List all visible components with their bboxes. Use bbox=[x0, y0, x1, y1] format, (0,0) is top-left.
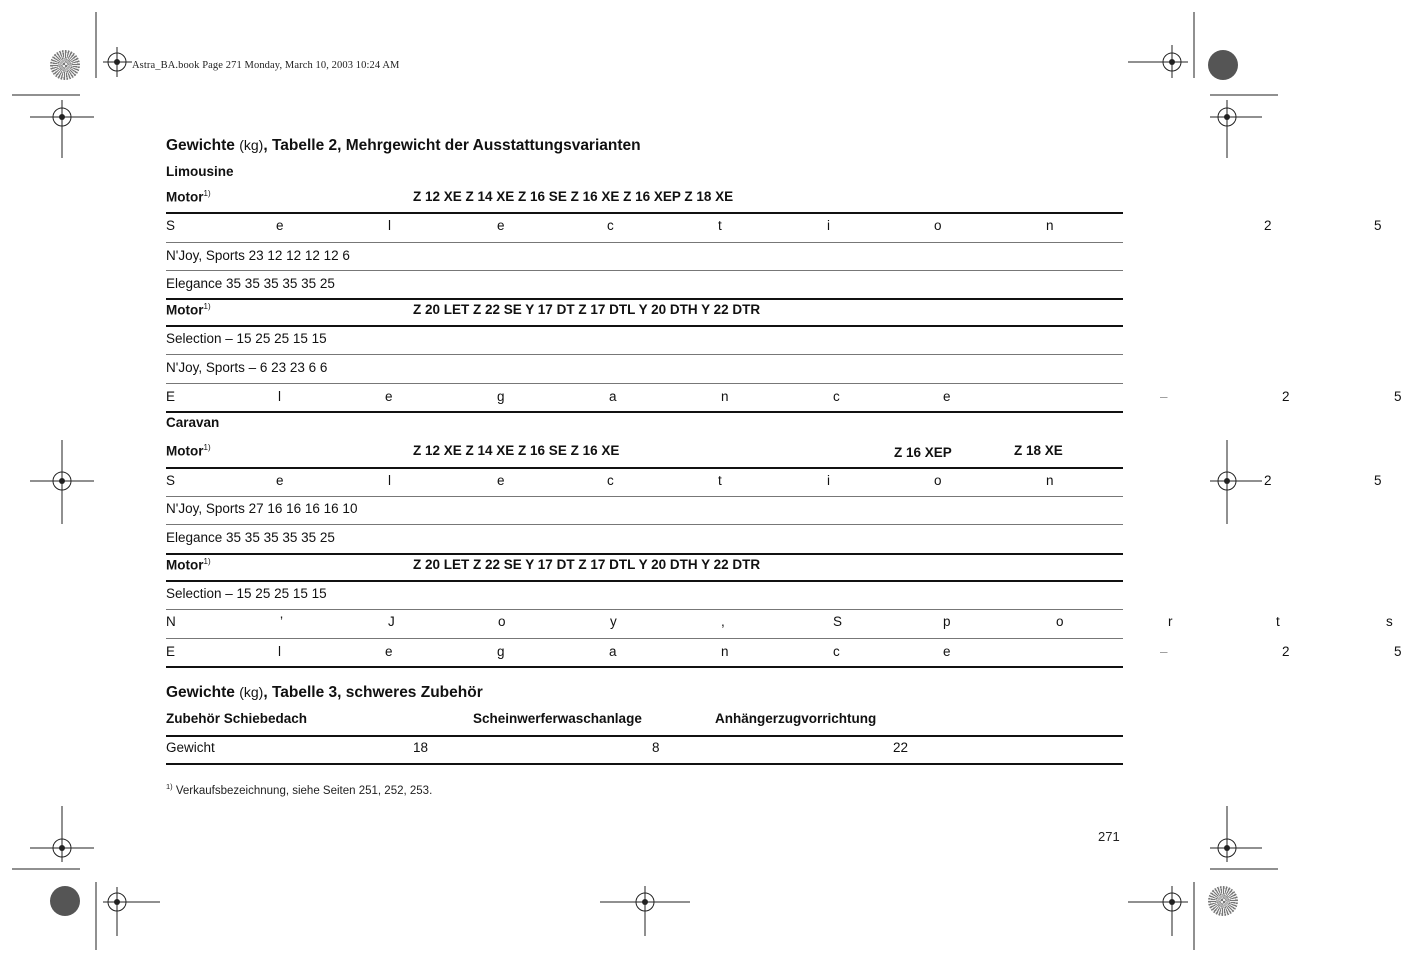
motor-label: Motor$^{1)}$ bbox=[166, 443, 211, 459]
motor-values: Z 12 XE Z 14 XE Z 16 SE Z 16 XE bbox=[413, 443, 620, 458]
motor-value-z16xep: Z 16 XEP bbox=[894, 445, 952, 460]
weight-schiebedach: 18 bbox=[413, 740, 429, 755]
table3-title: Gewichte (kg), Tabelle 3, schweres Zubehör bbox=[166, 684, 483, 701]
page-number: 271 bbox=[1098, 829, 1120, 844]
page-content: Gewichte (kg), Tabelle 2, Mehrgewicht der Ausstattungsvarianten Limousine Motor$^{1)}$ Z 12 XE Z 14 XE Z 16 SE Z 16 XE Z 16 XEP Z 18 XE S e l e c t i o n 2 5 N'Joy, Sports 23 12 12 12 12 6 Elegance 35 35 35 35 35 25 Motor$^{1)}$ Z 20 LET Z 22 SE Y 17 DT Z 17 DTL Y 20 DTH Y 22 DTR Selection – 15 25 25 15 15 N'Joy, Sports – 6 23 23 6 6 E l e g a n c e – 2 5 Caravan Motor$^{1)}$ Z 12 XE Z 14 XE Z 16 SE Z 16 XE Z 16 XEP Z 18 XE S e l e c t i o n 2 5 N'Joy, Sports 27 16 16 16 16 10 Elegance 35 35 35 35 35 25 Motor$^{1)}$ Z 20 LET Z 22 SE Y 17 DT Z 17 DTL Y 20 DTH Y 22 DTR Selection – 15 25 25 15 15 N ’ J o y , S p o r t s E l e g a n c e – 2 5 Gewichte (kg), Tabelle 3, schweres Zubehör Zubehör Schiebedach Scheinwerferwaschanlage Anhängerzugvorrichtung Gewicht 18 8 22 $^{1)}$ Verkaufsbezeichnung, siehe Seiten 251, 252, 253. 271 bbox=[166, 137, 1402, 844]
motor-label: Motor$^{1)}$ bbox=[166, 189, 211, 205]
weight-scheinwerfer: 8 bbox=[652, 740, 660, 755]
caravan-heading: Caravan bbox=[166, 415, 220, 430]
col-schiebedach: Zubehör Schiebedach bbox=[166, 711, 308, 726]
color-rosette-icon bbox=[50, 50, 80, 80]
motor-values: Z 20 LET Z 22 SE Y 17 DT Z 17 DTL Y 20 DTH Y 22 DTR bbox=[413, 557, 761, 572]
col-anhaengerzugvorrichtung: Anhängerzugvorrichtung bbox=[715, 711, 877, 726]
motor-label: Motor$^{1)}$ bbox=[166, 302, 211, 318]
motor-values: Z 12 XE Z 14 XE Z 16 SE Z 16 XE Z 16 XEP Z 18 XE bbox=[413, 189, 734, 204]
gray-patch-icon bbox=[1208, 50, 1238, 80]
limousine-heading: Limousine bbox=[166, 164, 234, 179]
gray-patch-icon bbox=[50, 886, 80, 916]
weight-anhaenger: 22 bbox=[893, 740, 909, 755]
motor-label: Motor$^{1)}$ bbox=[166, 557, 211, 573]
footnote: $^{1)}$ Verkaufsbezeichnung, siehe Seiten 251, 252, 253. bbox=[166, 782, 433, 797]
title-unit: (kg) bbox=[239, 137, 264, 153]
color-rosette-icon bbox=[1208, 886, 1238, 916]
weight-label: Gewicht bbox=[166, 740, 215, 755]
col-scheinwerferwaschanlage: Scheinwerferwaschanlage bbox=[473, 711, 642, 726]
print-header: Astra_BA.book Page 271 Monday, March 10, 2003 10:24 AM bbox=[132, 60, 400, 71]
motor-value-z18xe: Z 18 XE bbox=[1014, 443, 1063, 458]
title-rest: , Tabelle 2, Mehrgewicht der Ausstattungsvarianten bbox=[263, 137, 641, 154]
motor-values: Z 20 LET Z 22 SE Y 17 DT Z 17 DTL Y 20 DTH Y 22 DTR bbox=[413, 302, 761, 317]
title-main: Gewichte bbox=[166, 137, 235, 154]
